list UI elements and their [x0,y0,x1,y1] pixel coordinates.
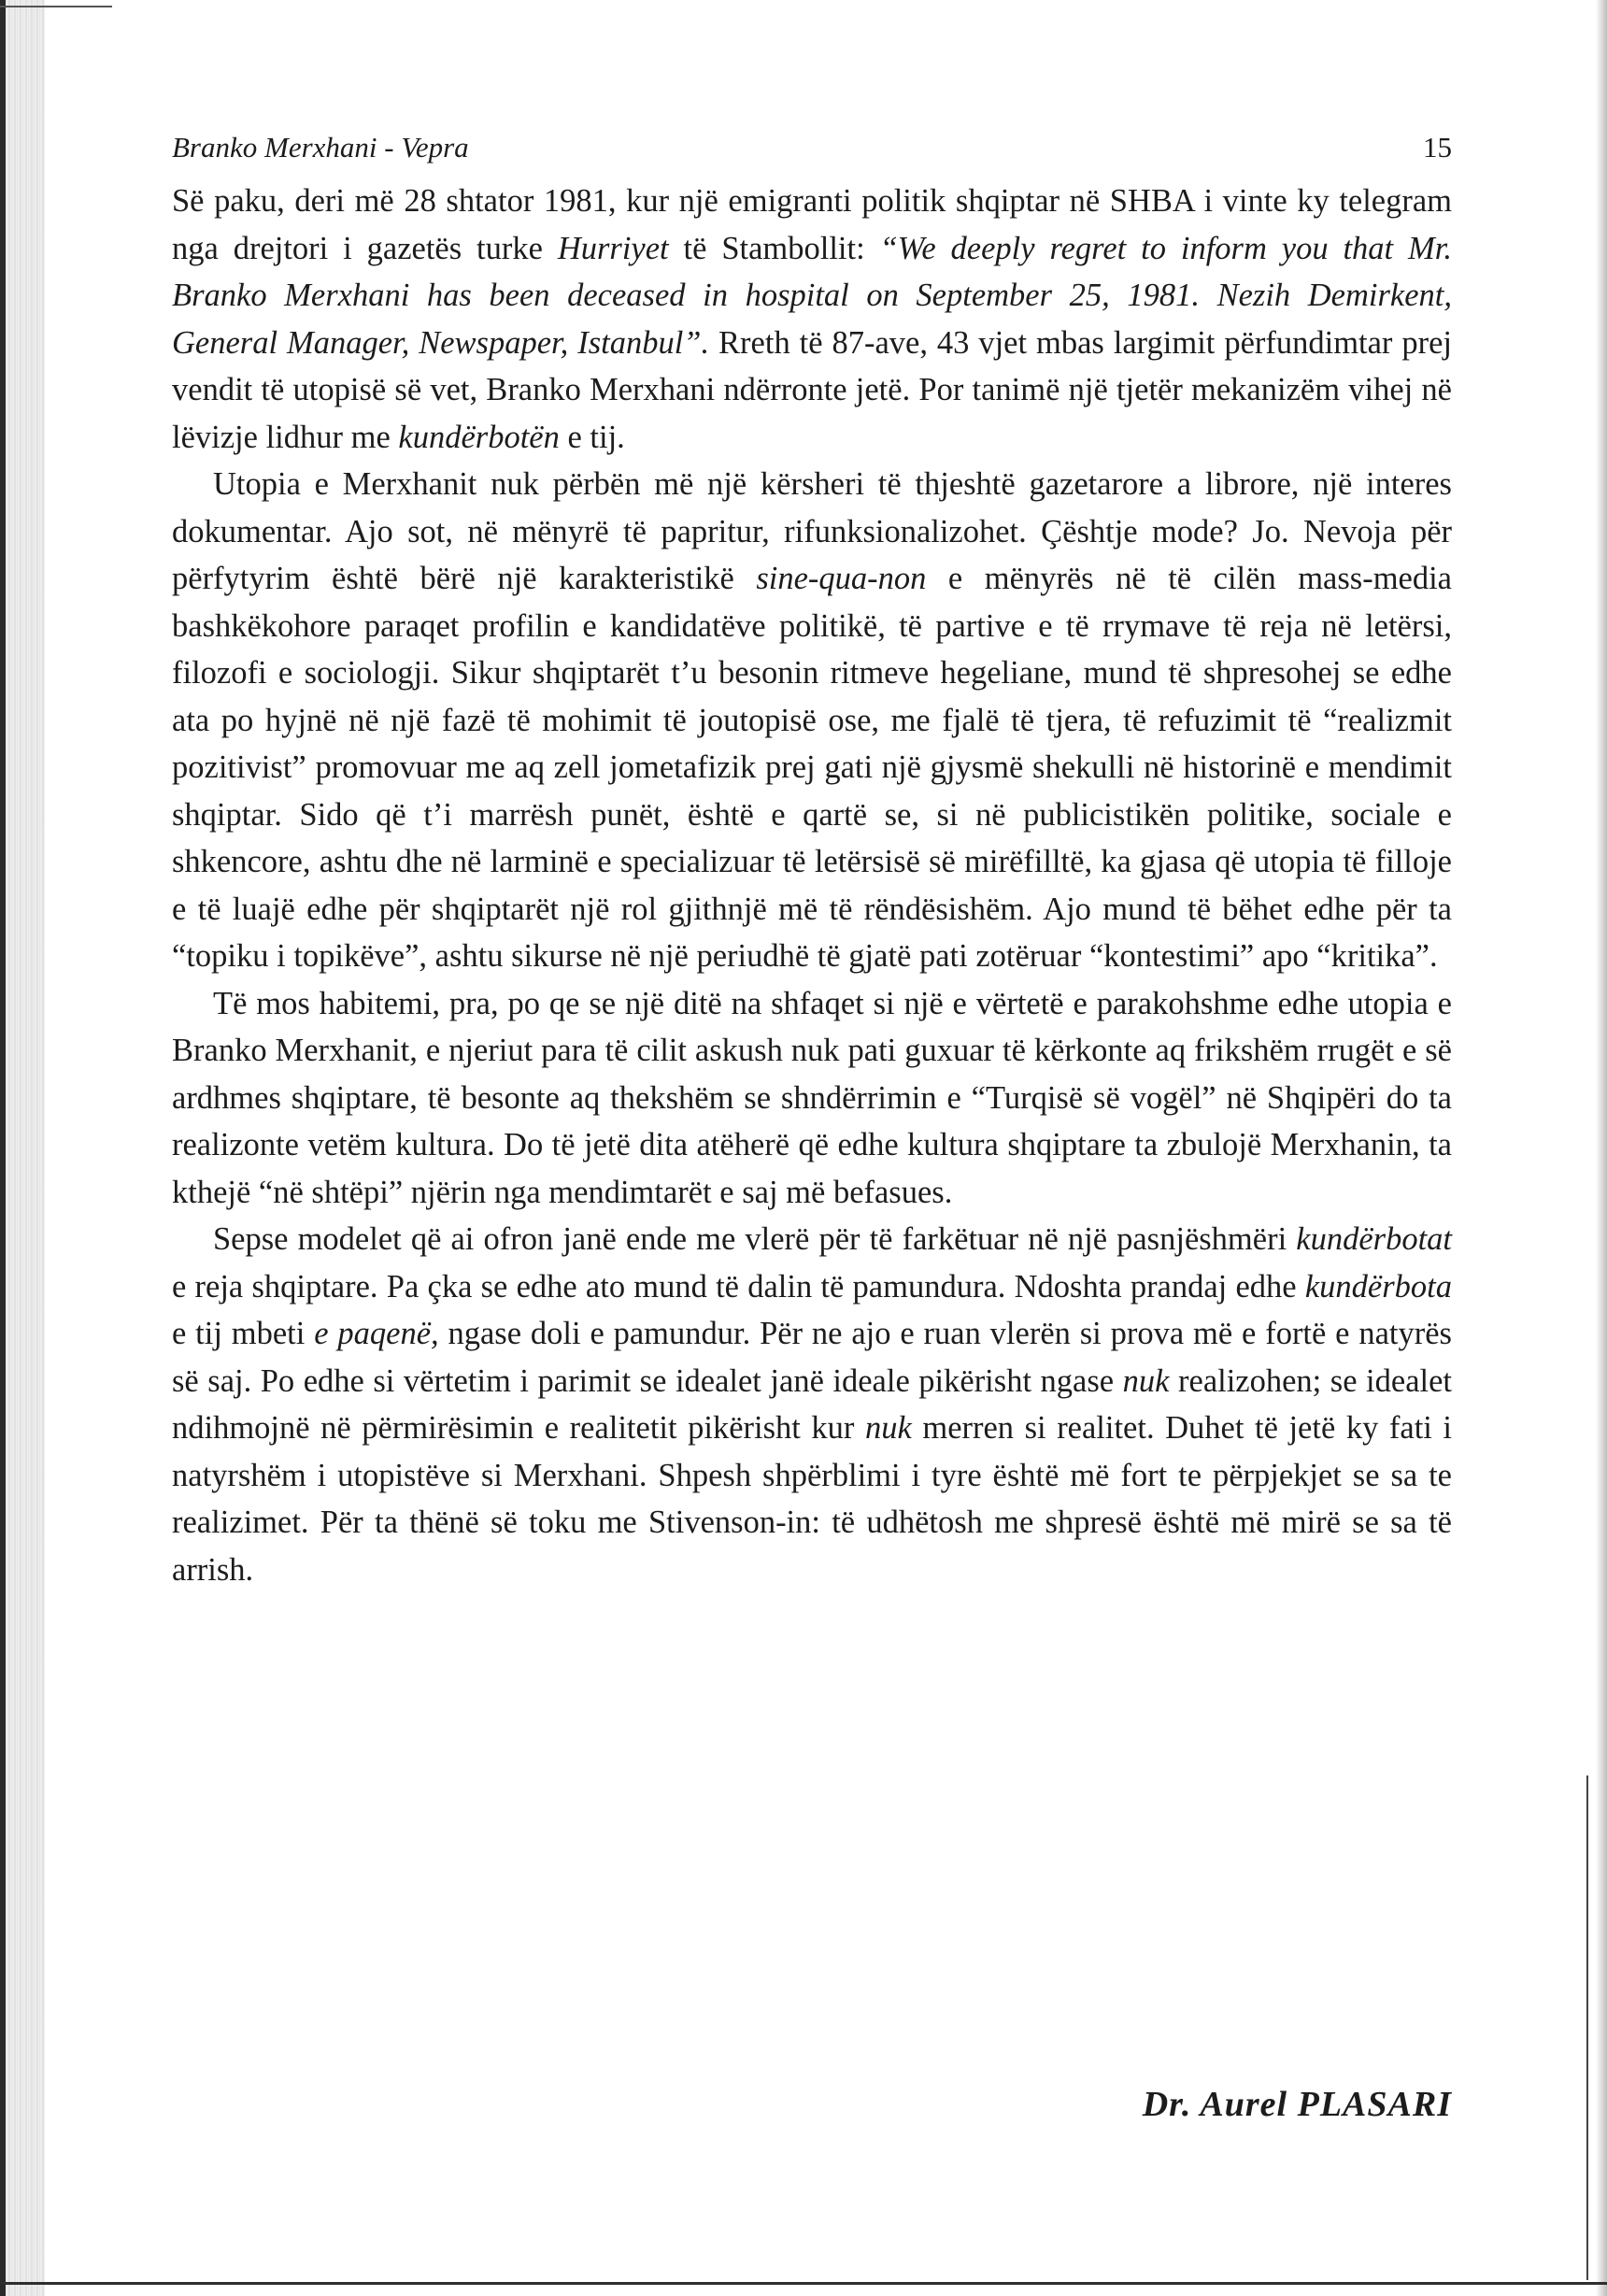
page-header [172,131,1452,174]
text-segment: realizohen; se idealet ndihmojnë në përmirësimin e realitetit pikërisht kur [172,1362,1453,1446]
text-segment: merren si realitet. Duhet të jetë ky fati i natyrshëm i utopistëve si Merxhani. Shpesh shpërblimi i tyre është më fort te përpjekjet se sa te realizimet. Për ta thënë së toku me Stivenson-in: të udhëtosh me shpresë është më mirë se sa të arrish. [172,1410,1453,1588]
text-segment-italic: kundërbota [1304,1268,1452,1305]
book-page [172,131,1453,2124]
text-segment: Rreth të 87-ave, 43 vjet mbas largimit përfundimtar prej vendit të utopisë së vet, Branko Merxhani ndërronte jetë. Por tanimë një tjetër mekanizëm vihej në lëvizje lidhur me [172,324,1453,455]
page-number: 15 [1423,131,1452,164]
paragraph [172,461,1452,980]
text-segment: Së paku, deri më 28 shtator 1981, kur një emigranti politik shqiptar në SHBA i vinte ky telegram nga drejtori i gazetës turke [172,183,1452,266]
text-segment-italic: e paqenë, [314,1316,439,1351]
scan-border-line [0,0,6,2296]
scan-edge-left [0,0,45,2296]
text-segment: Utopia e Merxhanit nuk përbën më një kërsheri të thjeshtë gazetarore a librore, një interes dokumentar. Ajo sot, në mënyrë të papritur, rifunksionalizohet. Çështje mode? Jo. Nevoja për përfytyrim është bërë një karakteristikë [172,466,1452,596]
text-segment: ngase doli e pamundur. Për ne ajo e ruan vlerën si prova më e fortë e natyrës së saj. Po edhe si vërtetim i parimit se idealet janë ideale pikërisht ngase [172,1316,1452,1399]
scan-border-line-right [1586,1775,1588,2280]
author-signature: Dr. Aurel PLASARI [1142,2085,1452,2124]
text-segment: Sepse modelet që ai ofron janë ende me vlerë për të farkëtuar në një pasnjëshmëri [213,1221,1297,1257]
text-segment-italic: Hurriyet [557,230,669,266]
text-segment-italic: nuk [864,1410,912,1446]
body-text [172,178,1452,1593]
text-segment-italic: kundërbotat [1296,1221,1452,1257]
text-segment: e reja shqiptare. Pa çka se edhe ato mund të dalin të pamundura. Ndoshta prandaj edhe [172,1268,1305,1305]
text-segment-italic: kundërbotën [398,419,560,455]
text-segment: e mënyrës në të cilën mass-media bashkëkohore paraqet profilin e kandidatëve politikë, të partive e të rrymave të reja në letërsi, filozofi e sociologji. Sikur shqiptarët t’u besonin ritmeve hegeliane, mund të shpresohej se edhe ata po hyjnë në një fazë të mohimit të joutopisë ose, me fjalë të tjera, të refuzimit të “realizmit pozitivist” promovuar me aq zell jometafizik prej gati një gjysmë shekulli në historinë e mendimit shqiptar. Sido që t’i marrësh punët, është e qartë se, si në publicistikën politike, sociale e shkencore, ashtu dhe në larminë e specializuar të letërsisë së mirëfilltë, ka gjasa që utopia të filloje e të luajë edhe për shqiptarët një rol gjithnjë më të rëndësishëm. Ajo mund të bëhet edhe për ta “topiku i topikëve”, ashtu sikurse në një periudhë të gjatë pati zotëruar “kontestimi” apo “kritika”. [172,561,1452,974]
paragraph [172,1216,1452,1593]
text-segment-italic: sine-qua-non [756,561,927,596]
text-segment: e tij. [559,419,625,455]
text-segment-italic: nuk [1122,1362,1170,1399]
text-segment-italic: “We deeply regret to inform you that Mr. Branko Merxhani has been deceased in hospital on September 25, 1981. Nezih Demirkent, General Manager, Newspaper, Istanbul”. [172,230,1453,361]
paragraph [172,980,1452,1217]
text-segment: Të mos habitemi, pra, po qe se një ditë na shfaqet si një e vërtetë e parakohshme edhe utopia e Branko Merxhanit, e njeriut para të cilit askush nuk pati guxuar të kërkonte aq frikshëm rrugët e së ardhmes shqiptare, të besonte aq thekshëm se shndërrimin e “Turqisë së vogël” në Shqipëri do ta realizonte vetëm kultura. Do të jetë dita atëherë që edhe kultura shqiptare ta zbulojë Merxhanin, ta kthejë “në shtëpi” njërin nga mendimtarët e saj më befasues. [172,985,1452,1210]
scan-corner-mark [0,6,112,7]
text-segment: të Stambollit: [668,230,880,266]
scan-edge-right [1596,0,1607,2296]
text-segment: e tij mbeti [172,1316,315,1351]
paragraph [172,178,1452,461]
running-title: Branko Merxhani - Vepra [172,131,469,164]
scan-border-line-bottom [0,2282,1607,2285]
